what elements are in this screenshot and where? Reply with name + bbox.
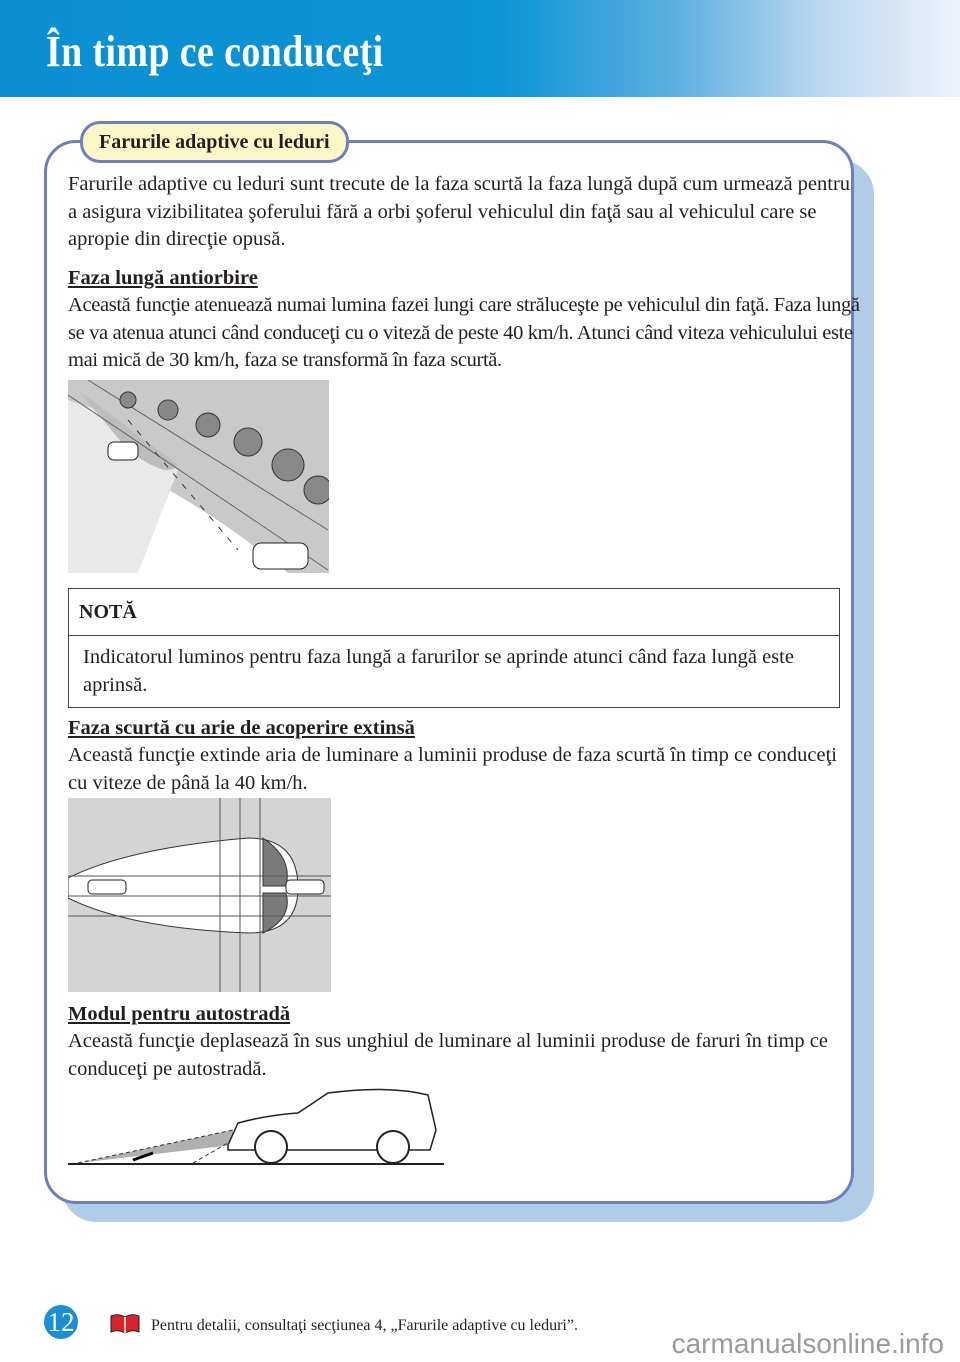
antiglare-heading: Faza lungă antiorbire bbox=[68, 267, 258, 289]
section-title: Farurile adaptive cu leduri bbox=[80, 121, 349, 163]
note-text: Indicatorul luminos pentru faza lungă a farurilor se aprinde atunci când faza lungă este aprinsă. bbox=[83, 646, 794, 696]
wide-heading: Faza scurtă cu arie de acoperire extinsă bbox=[68, 717, 415, 739]
antiglare-illustration bbox=[68, 380, 329, 573]
footer-reference: Pentru detalii, consultaţi secţiunea 4, „Farurile adaptive cu leduri”. bbox=[151, 1317, 578, 1334]
highway-mode-illustration bbox=[68, 1085, 444, 1167]
page-title: În timp ce conduceţi bbox=[46, 27, 384, 76]
highway-text: Această funcţie deplasează în sus unghiul de luminare al luminii produse de faruri în timp ce conduceţi pe autostradă. bbox=[68, 1030, 828, 1080]
intro-text: Farurile adaptive cu leduri sunt trecute de la faza scurtă la faza lungă după cum urmează pentru a asigura vizibilitatea şoferului fără a orbi şoferul vehiculul din faţă sau al vehiculul care se apropie din direcţie opusă. bbox=[68, 173, 851, 250]
page-header bbox=[0, 0, 960, 97]
book-icon bbox=[110, 1313, 140, 1335]
watermark: carmanualsonline.info bbox=[671, 1328, 944, 1359]
note-title: NOTĂ bbox=[69, 589, 839, 636]
note-box bbox=[68, 588, 840, 708]
wide-beam-illustration bbox=[68, 798, 331, 992]
wide-text: Această funcţie extinde aria de luminare a luminii produse de faza scurtă în timp ce conduceţi cu viteze de până la 40 km/h. bbox=[68, 744, 838, 794]
antiglare-text: Această funcţie atenuează numai lumina fazei lungi care străluceşte pe vehiculul din faţă. Faza lungă se va atenua atunci când conduceţi cu o viteză de peste 40 km/h. Atunci când viteza vehiculului este mai mică de 30 km/h, faza se transformă în faza scurtă. bbox=[68, 294, 860, 371]
highway-heading: Modul pentru autostradă bbox=[68, 1003, 291, 1025]
page-number: 12 bbox=[44, 1305, 78, 1339]
